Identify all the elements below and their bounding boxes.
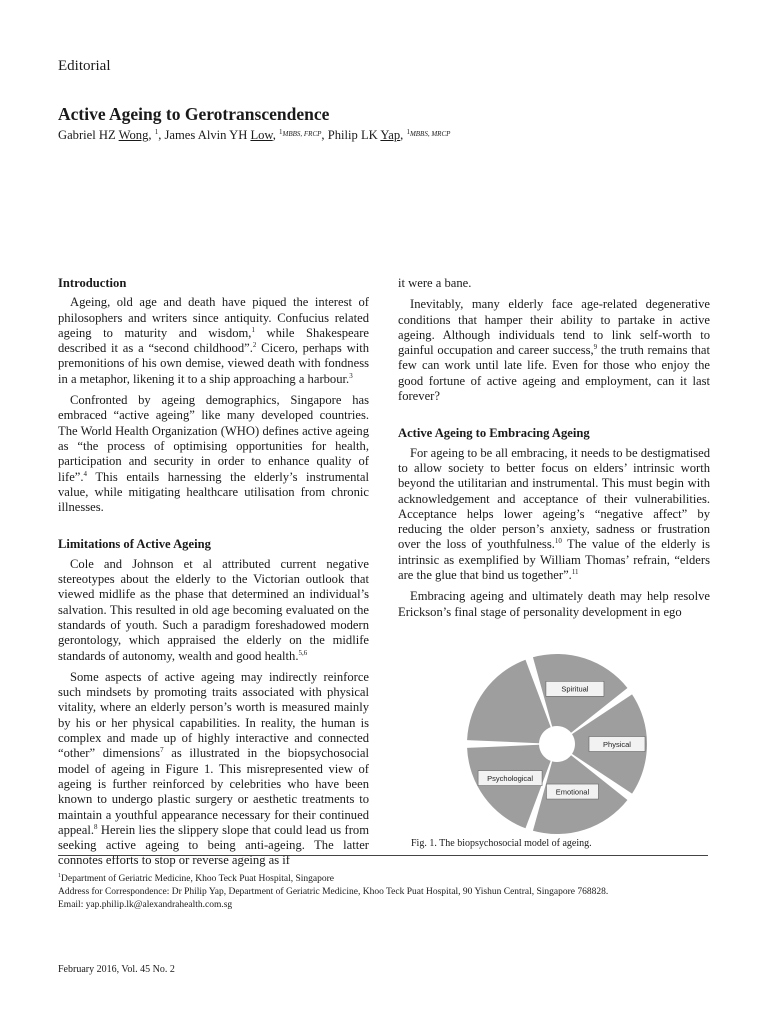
embracing-paragraph-1: For ageing to be all embracing, it needs to be destigmatised to allow society to better focus on elders’ intrinsic worth beyond the utilitarian and instrumental. This must begin with acknowledgement and acceptance of their vulnerabilities. Acceptance helps lower ageing’s “negative affect” by reducing the older person’s anxiety, sadness or frustration over the loss of youthfulness.$^{10}$ The value of the elderly is intrinsic as exemplified by William Thomas’ refrain, “elders are the glue that bind us together”.$^{11}$	[398, 445, 710, 583]
footnotes	[58, 870, 608, 912]
section-label: Editorial	[58, 58, 111, 74]
intro-paragraph-2: Confronted by ageing demographics, Singapore has embraced “active ageing” like many developed countries. The World Health Organization (WHO) defines active ageing as “the process of optimising opportunities for health, participation and security in order to enhance quality of life”.$^4$ This entails harnessing the elderly’s instrumental value, while mitigating healthcare utilisation from chronic illnesses.	[58, 393, 369, 515]
intro-paragraph-1: Ageing, old age and death have piqued the interest of philosophers and writers since antiquity. Confucius related ageing to maturity and wisdom,$^1$ while Shakespeare described it as a “second childhood”.$^2$ Cicero, perhaps with premonitions of his own demise, viewed death with fondness in a metaphor, likening it to a ship approaching a harbour.$^3$	[58, 295, 369, 386]
segment-label-physical: Physical	[603, 739, 631, 749]
segment-label-spiritual: Spiritual	[561, 684, 589, 694]
embracing-paragraph-2: Embracing ageing and ultimately death may help resolve Erickson’s final stage of personality development in ego	[398, 589, 710, 619]
issue-footer: February 2016, Vol. 45 No. 2	[58, 964, 175, 975]
continued-paragraph: it were a bane.	[398, 276, 472, 290]
email-footnote: Email: yap.philip.lk@alexandrahealth.com.sg	[58, 900, 233, 911]
correspondence-footnote: Address for Correspondence: Dr Philip Yap, Department of Geriatric Medicine, Khoo Teck Puat Hospital, 90 Yishun Central, Singapore 768828.	[58, 887, 609, 898]
right-paragraph-2: Inevitably, many elderly face age-related degenerative conditions that hamper their ability to partake in active ageing. Although individuals tend to link self-worth to gainful occupation and career success,$^9$ the truth remains that few can work until late life. Even for those who enjoy the good fortune of active ageing and employment, can it last forever?	[398, 297, 710, 404]
segment-label-psychological: Psychological	[487, 773, 534, 783]
segment-label-emotional: Emotional	[555, 787, 590, 797]
author-2: James Alvin YH Low, $^{1MBBS, FRCP}$	[164, 128, 322, 143]
limitations-paragraph-2: Some aspects of active ageing may indirectly reinforce such mindsets by promoting traits associated with physical vitality, where an elderly person’s worth is measured mainly by his or her physical capabilities. In reality, the human is complex and made up of highly interactive and connected “other” dimensions$^7$ as illustrated in the biopsychosocial model of ageing in Figure 1. This misrepresented view of ageing is further reinforced by celebrities who have been known to undergo plastic surgery or aesthetic treatments to maintain a youthful appearance necessary for their continued appeal.$^8$ Herein lies the slippery slope that could lead us from seeking active ageing to being anti-ageing. The latter connotes efforts to stop or reverse ageing as if	[58, 669, 369, 868]
affiliation-footnote: $^1$Department of Geriatric Medicine, Khoo Teck Puat Hospital, Singapore	[58, 873, 334, 885]
right-column	[398, 276, 710, 626]
left-column	[58, 276, 369, 875]
embracing-heading: Active Ageing to Embracing Ageing	[398, 426, 590, 441]
introduction-heading: Introduction	[58, 276, 127, 290]
author-1: Gabriel HZ Wong, $^1$	[58, 128, 159, 143]
biopsychosocial-diagram	[448, 650, 666, 838]
limitations-heading: Limitations of Active Ageing	[58, 537, 211, 552]
author-3: Philip LK Yap, $^{1MBBS, MRCP}$	[327, 128, 451, 143]
footnote-divider	[58, 855, 708, 856]
article-title: Active Ageing to Gerotranscendence	[58, 104, 330, 124]
figure-caption: Fig. 1. The biopsychosocial model of ageing.	[411, 838, 592, 849]
author-list: Gabriel HZ Wong, $^1$, James Alvin YH Low, $^{1MBBS, FRCP}$, Philip LK Yap, $^{1MBBS, MRCP}$	[58, 128, 451, 143]
limitations-paragraph-1: Cole and Johnson et al attributed current negative stereotypes about the elderly to the Victorian outlook that viewed midlife as the phase that determined an individual’s salvation. This resulted in old age becoming evaluated on the standards of youth. Such a paradigm foreshadowed modern gerontology, which appraised the elderly on the midlife standards of autonomy, wealth and good health.$^{5,6}$	[58, 556, 369, 663]
